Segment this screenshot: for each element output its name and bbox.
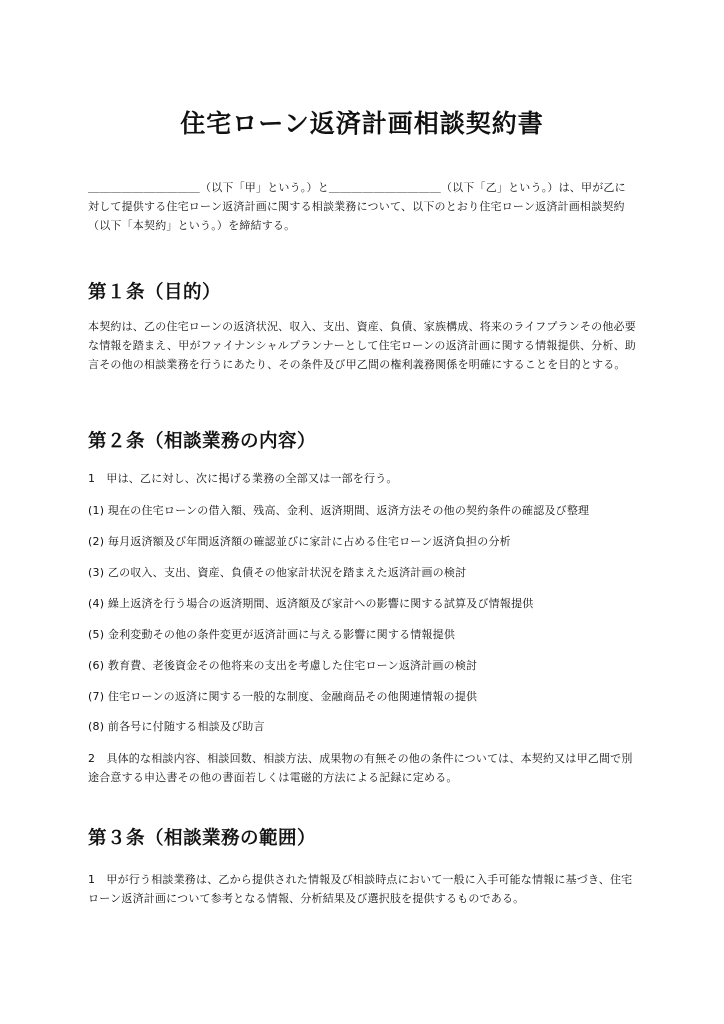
article-2-item-2: (2) 毎月返済額及び年間返済額の確認並びに家計に占める住宅ローン返済負担の分析 xyxy=(88,535,511,548)
intro-paragraph: ＿＿＿＿＿＿＿＿＿＿（以下「甲」という。）と＿＿＿＿＿＿＿＿＿＿（以下「乙」という。）は、甲が乙に対して提供する住宅ローン返済計画に関する相談業務について、以下のとおり住宅ローン返済計画相談契約（以下「本契約」という。）を締結する。 xyxy=(88,181,626,232)
article-1-heading: 第１条（目的） xyxy=(88,282,222,303)
article-2-item-6: (6) 教育費、老後資金その他将来の支出を考慮した住宅ローン返済計画の検討 xyxy=(88,659,478,672)
article-2-item-7: (7) 住宅ローンの返済に関する一般的な制度、金融商品その他関連情報の提供 xyxy=(88,690,478,703)
article-2-heading: 第２条（相談業務の内容） xyxy=(88,431,317,452)
article-3-heading: 第３条（相談業務の範囲） xyxy=(88,828,317,849)
article-2-item-8: (8) 前各号に付随する相談及び助言 xyxy=(88,720,265,733)
article-2-item-4: (4) 繰上返済を行う場合の返済期間、返済額及び家計への影響に関する試算及び情報提供 xyxy=(88,597,534,610)
article-3-text: 1 甲が行う相談業務は、乙から提供された情報及び相談時点において一般に入手可能な情報に基づき、住宅ローン返済計画について参考となる情報、分析結果及び選択肢を提供するものである。 xyxy=(88,873,633,905)
article-2-item-3: (3) 乙の収入、支出、資産、負債その他家計状況を踏まえた返済計画の検討 xyxy=(88,566,467,579)
article-1-text: 本契約は、乙の住宅ローンの返済状況、収入、支出、資産、負債、家族構成、将来のライフプランその他必要な情報を踏まえ、甲がファイナンシャルプランナーとして住宅ローンの返済計画に関する情報提供、分析、助言その他の相談業務を行うにあたり、その条件及び甲乙間の権利義務関係を明確にすることを目的とする。 xyxy=(88,320,636,371)
document-title: 住宅ローン返済計画相談契約書 xyxy=(180,109,544,138)
article-2-paragraph-2: 2 具体的な相談内容、相談回数、相談方法、成果物の有無その他の条件については、本契約又は甲乙間で別途合意する申込書その他の書面若しくは電磁的方法による記録に定める。 xyxy=(88,752,633,784)
article-2-item-5: (5) 金利変動その他の条件変更が返済計画に与える影響に関する情報提供 xyxy=(88,628,456,641)
article-2-paragraph-1: 1 甲は、乙に対し、次に掲げる業務の全部又は一部を行う。 xyxy=(88,472,398,485)
article-2-item-1: (1) 現在の住宅ローンの借入額、残高、金利、返済期間、返済方法その他の契約条件の確認及び整理 xyxy=(88,504,590,517)
